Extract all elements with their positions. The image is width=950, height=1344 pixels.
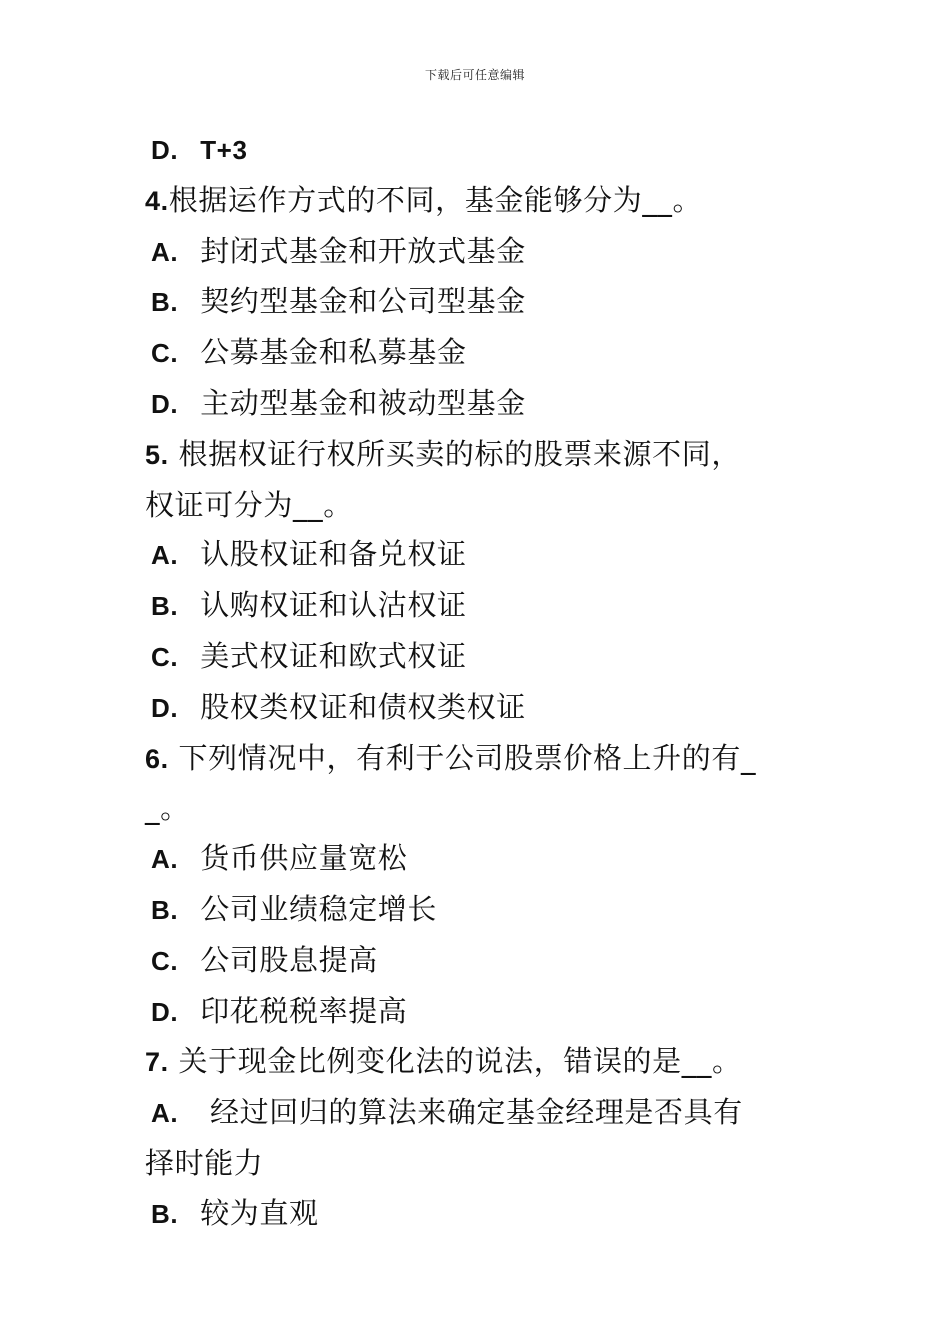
option-letter: D. [151, 388, 179, 419]
question-5-option-b [145, 581, 815, 632]
option-text: 认股权证和备兑权证 [200, 537, 467, 572]
question-6-option-d [145, 987, 815, 1038]
option-letter: B. [151, 287, 179, 318]
question-number: 6. [145, 743, 169, 774]
question-6-option-c [145, 936, 815, 987]
option-letter: D. [151, 996, 179, 1027]
question-text: 关于现金比例变化法的说法，错误的是__。 [168, 1044, 742, 1079]
question-5-option-c [145, 632, 815, 683]
question-4-option-d [145, 379, 815, 430]
question-6-stem [145, 734, 815, 785]
question-text: 根据运作方式的不同，基金能够分为__。 [168, 182, 703, 217]
option-text: 股权类权证和债权类权证 [200, 689, 526, 724]
question-6-stem-cont [145, 784, 815, 834]
option-text: 封闭式基金和开放式基金 [200, 233, 526, 268]
option-text-wrap: 择时能力 [145, 1145, 264, 1180]
option-text: 较为直观 [200, 1195, 319, 1230]
option-letter: B. [151, 1198, 179, 1229]
question-number: 5. [145, 439, 169, 470]
option-letter: A. [151, 844, 179, 875]
option-prev-d [145, 125, 815, 176]
option-text: 印花税税率提高 [200, 993, 408, 1028]
question-4-option-a [145, 227, 815, 278]
header-note: 下载后可任意编辑 [424, 68, 525, 82]
question-5-stem-cont [145, 481, 815, 531]
question-4-option-b [145, 277, 815, 328]
option-text: 公司业绩稳定增长 [200, 891, 438, 926]
option-text: 契约型基金和公司型基金 [200, 284, 526, 319]
question-text: 权证可分为__。 [145, 487, 353, 522]
option-letter: C. [151, 338, 179, 369]
question-5-option-d [145, 683, 815, 734]
question-text: _。 [145, 791, 190, 826]
option-letter: C. [151, 641, 179, 672]
question-7-option-a-cont [145, 1139, 815, 1189]
question-text: 根据权证行权所买卖的标的股票来源不同， [168, 436, 741, 471]
option-letter: A. [151, 540, 179, 571]
question-7-option-b [145, 1189, 815, 1240]
option-letter: D. [151, 692, 179, 723]
question-5-stem [145, 430, 815, 481]
question-6-option-a [145, 834, 815, 885]
option-letter: D. [151, 135, 179, 165]
option-text: 公司股息提高 [200, 942, 378, 977]
option-text: T+3 [200, 135, 248, 165]
option-letter: C. [151, 945, 179, 976]
question-number: 4. [145, 185, 169, 216]
option-text: 公募基金和私募基金 [200, 335, 467, 370]
option-text: 货币供应量宽松 [200, 841, 408, 876]
option-letter: A. [151, 236, 179, 267]
question-7-option-a [145, 1088, 815, 1139]
option-text: 美式权证和欧式权证 [200, 638, 467, 673]
question-5-option-a [145, 530, 815, 581]
question-text: 下列情况中，有利于公司股票价格上升的有_ [168, 740, 757, 775]
question-number: 7. [145, 1047, 169, 1078]
option-text: 主动型基金和被动型基金 [200, 385, 526, 420]
question-4-stem [145, 176, 815, 227]
option-letter: A. [151, 1098, 179, 1129]
option-letter: B. [151, 591, 179, 622]
question-6-option-b [145, 885, 815, 936]
option-letter: B. [151, 894, 179, 925]
question-content [145, 125, 815, 1240]
question-4-option-c [145, 328, 815, 379]
option-text: 经过回归的算法来确定基金经理是否具有 [200, 1095, 743, 1130]
option-text: 认购权证和认沽权证 [200, 588, 467, 623]
question-7-stem [145, 1037, 815, 1088]
